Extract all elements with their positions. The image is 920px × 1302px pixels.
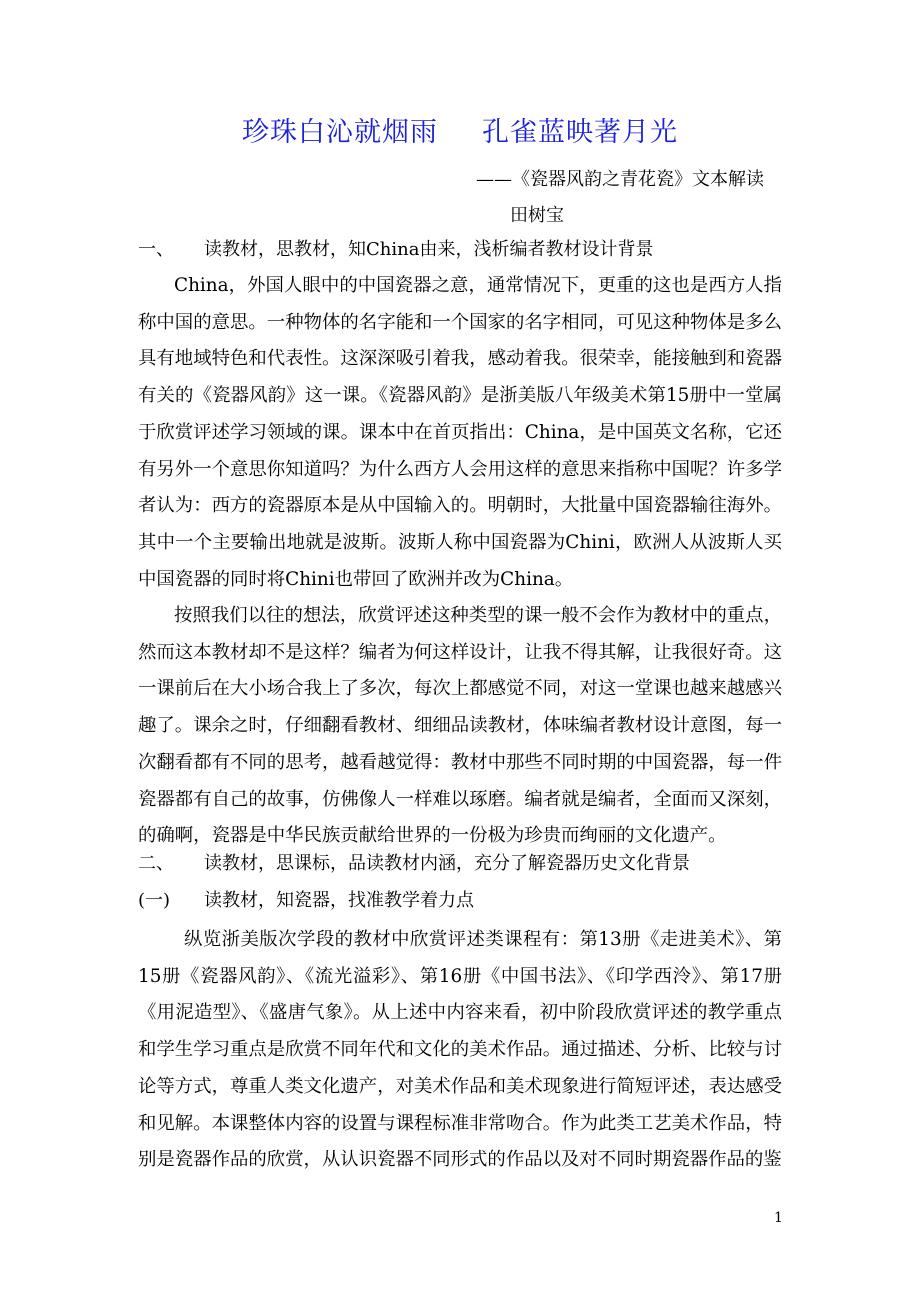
section-number: 二、 xyxy=(138,853,174,874)
section-title: 读教材，思课标，品读教材内涵，充分了解瓷器历史文化背景 xyxy=(204,853,690,874)
title-left: 珍珠白沁就烟雨 xyxy=(242,117,438,148)
section-title: 读教材，思教材，知China由来，浅析编者教材设计背景 xyxy=(204,239,654,260)
paragraph-3: 纵览浙美版次学段的教材中欣赏评述类课程有：第13册《走进美术》、第15册《瓷器风韵》、《流光溢彩》、第16册《中国书法》、《印学西泠》、第17册《用泥造型》、《盛唐气象》。从上述中内容来看，初中阶段欣赏评述的教学重点和学生学习重点是欣赏不同年代和文化的美术作品。通过描述、分析、比较与讨论等方式，尊重人类文化遗产，对美术作品和美术现象进行简短评述，表达感受和见解。本课整体内容的设置与课程标准非常吻合。作为此类工艺美术作品，特别是瓷器作品的欣赏，从认识瓷器不同形式的作品以及对不同时期瓷器作品的鉴 xyxy=(138,929,782,1171)
paragraph-2: 按照我们以往的想法，欣赏评述这种类型的课一般不会作为教材中的重点，然而这本教材却不是这样？编者为何这样设计，让我不得其解，让我很好奇。这一课前后在大小场合我上了多次，每次上都感觉不同，对这一堂课也越来越感兴趣了。课余之时，仔细翻看教材、细细品读教材，体味编者教材设计意图，每一次翻看都有不同的思考，越看越觉得：教材中那些不同时期的中国瓷器，每一件瓷器都有自己的故事，仿佛像人一样难以琢磨。编者就是编者，全面而又深刻，的确啊，瓷器是中华民族贡献给世界的一份极为珍贵而绚丽的文化遗产。 xyxy=(138,605,782,847)
title-right: 孔雀蓝映著月光 xyxy=(482,117,678,148)
paragraph-1: China，外国人眼中的中国瓷器之意，通常情况下，更重的这也是西方人指称中国的意思。一种物体的名字能和一个国家的名字相同，可见这种物体是多么具有地域特色和代表性。这深深吸引着我，感动着我。很荣幸，能接触到和瓷器有关的《瓷器风韵》这一课。《瓷器风韵》是浙美版八年级美术第15册中一堂属于欣赏评述学习领域的课。课本中在首页指出：China，是中国英文名称，它还有另外一个意思你知道吗？为什么西方人会用这样的意思来指称中国呢？许多学者认为：西方的瓷器原本是从中国输入的。明朝时，大批量中国瓷器输往海外。其中一个主要输出地就是波斯。波斯人称中国瓷器为Chini，欧洲人从波斯人买中国瓷器的同时将Chini也带回了欧洲并改为China。 xyxy=(138,275,782,590)
subsection-title: 读教材，知瓷器，找准教学着力点 xyxy=(204,890,474,911)
subsection-heading-1 xyxy=(138,887,474,915)
document-title xyxy=(0,113,920,153)
page-number: 1 xyxy=(774,1210,783,1226)
subsection-number: (一) xyxy=(138,890,171,911)
section-heading-1 xyxy=(138,236,653,264)
section-number: 一、 xyxy=(138,239,174,260)
document-subtitle: ——《瓷器风韵之青花瓷》文本解读 xyxy=(476,169,764,190)
section-heading-2 xyxy=(138,850,690,878)
document-author: 田树宝 xyxy=(510,205,564,226)
